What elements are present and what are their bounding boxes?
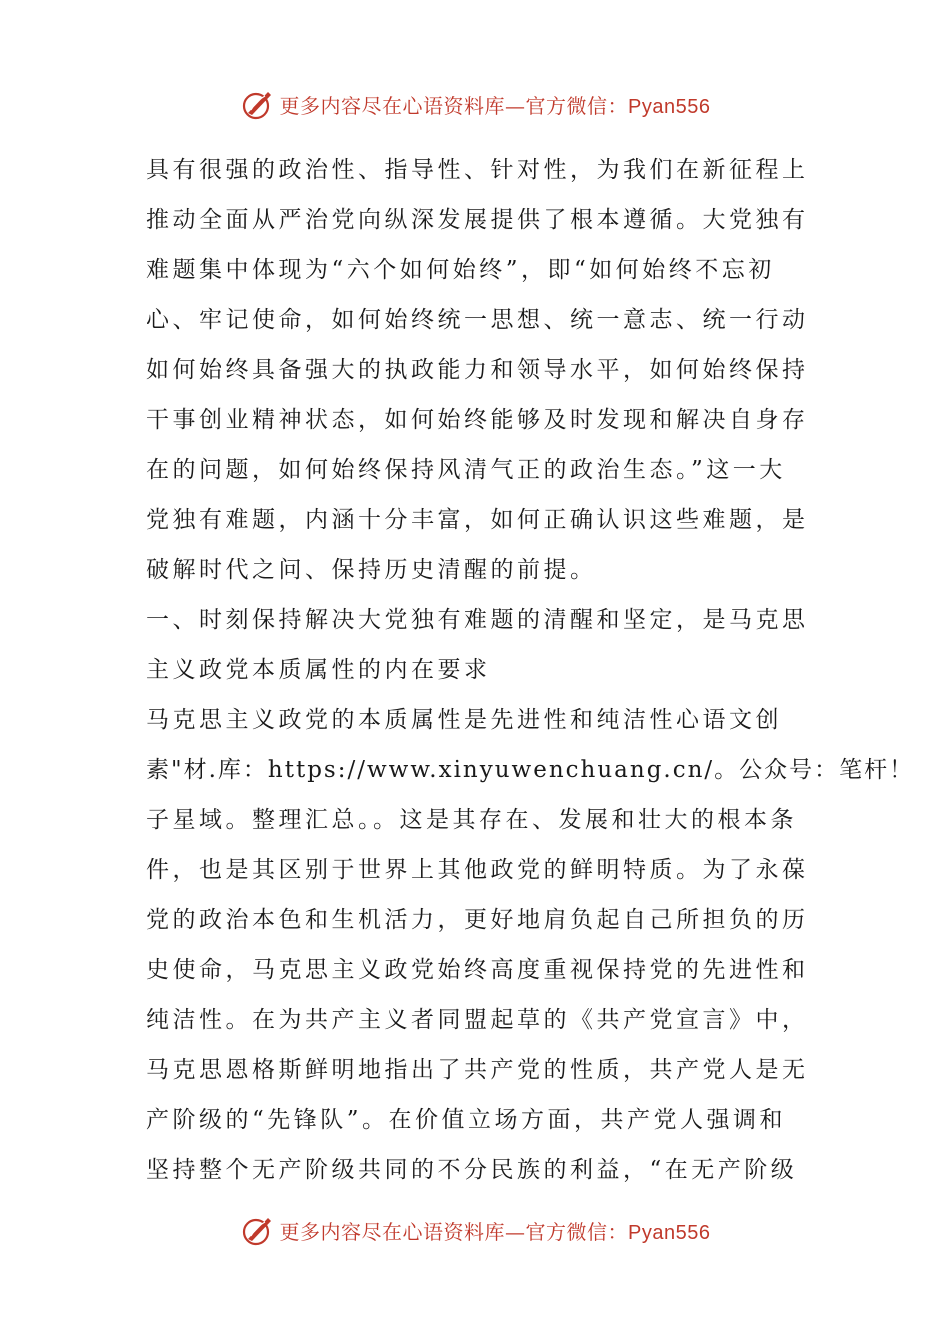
text-line: 难题集中体现为“六个如何始终”，即“如何始终不忘初: [146, 257, 775, 283]
watermark-text: [280, 90, 711, 119]
wechat-id: Pyan556: [628, 95, 711, 118]
text-line: 干事创业精神状态，如何始终能够及时发现和解决自身存: [146, 407, 809, 433]
header-watermark: [0, 84, 950, 124]
wechat-id: Pyan556: [628, 1221, 711, 1244]
text-line: 推动全面从严治党向纵深发展提供了根本遵循。大党独有: [146, 207, 809, 233]
watermark-text: [280, 1216, 711, 1245]
quill-logo-icon: [240, 1212, 276, 1248]
text-line: 在的问题，如何始终保持风清气正的政治生态。”这一大: [146, 457, 786, 483]
text-line: 具有很强的政治性、指导性、针对性，为我们在新征程上: [146, 157, 809, 183]
text-line: 党独有难题，内涵十分丰富，如何正确认识这些难题，是: [146, 507, 809, 533]
watermark-label: 更多内容尽在心语资料库—官方微信：: [279, 93, 629, 118]
text-line: 子星域。整理汇总。。这是其存在、发展和壮大的根本条: [146, 807, 797, 833]
section-heading-line: 主义政党本质属性的内在要求: [146, 657, 491, 683]
text-line: 心、牢记使命，如何始终统一思想、统一意志、统一行动: [146, 307, 809, 333]
text-line: 破解时代之问、保持历史清醒的前提。: [146, 557, 597, 583]
section-heading-line: 一、时刻保持解决大党独有难题的清醒和坚定，是马克思: [146, 607, 809, 633]
text-line: 如何始终具备强大的执政能力和领导水平，如何始终保持: [146, 357, 809, 383]
text-line: 件，也是其区别于世界上其他政党的鲜明特质。为了永葆: [146, 857, 809, 883]
text-line: 纯洁性。在为共产主义者同盟起草的《共产党宣言》中，: [146, 1007, 809, 1033]
text-line: 马克思主义政党的本质属性是先进性和纯洁性心语文创: [146, 707, 782, 733]
quill-logo-icon: [240, 86, 276, 122]
text-line: 党的政治本色和生机活力，更好地肩负起自己所担负的历: [146, 907, 809, 933]
text-line: 马克思恩格斯鲜明地指出了共产党的性质，共产党人是无: [146, 1057, 809, 1083]
text-line-with-url: 素"材.库：https://www.xinyuwenchuang.cn/。公众号：笔杆！: [146, 757, 915, 783]
text-line: 产阶级的“先锋队”。在价值立场方面，共产党人强调和: [146, 1107, 787, 1133]
watermark-label: 更多内容尽在心语资料库—官方微信：: [279, 1219, 629, 1244]
footer-watermark: [0, 1210, 950, 1250]
text-line: 坚持整个无产阶级共同的不分民族的利益，“在无产阶级: [146, 1157, 798, 1183]
text-line: 史使命，马克思主义政党始终高度重视保持党的先进性和: [146, 957, 809, 983]
document-body: [146, 145, 915, 1195]
